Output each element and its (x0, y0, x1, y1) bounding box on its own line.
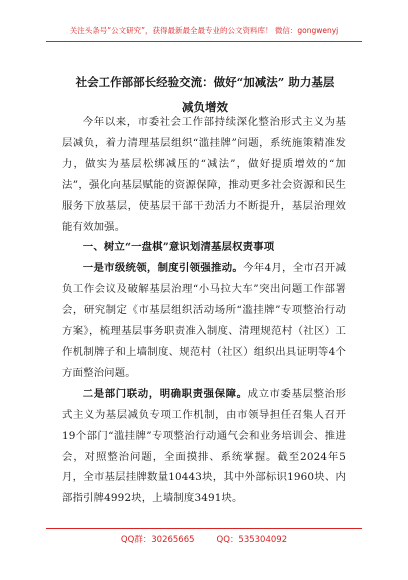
document-body (62, 112, 346, 509)
paragraph-lead: 一是市级统领，制度引领强推动。 (82, 262, 244, 275)
footer-qq-contact: QQ：535304092 (216, 535, 288, 545)
paragraph-text: 今年4月，全市召开减负工作会议及破解基层治理“小马拉大车”突出问题工作部署会，研究制定《市基层组织活动场所“滥挂牌”专项整治行动方案》，梳理基层事务职责准入制度、清理规范村（社区）工作机制牌子和上墙制度、规范村（社区）组织出具证明等4个方面整治问题。 (62, 262, 346, 379)
footer-qq-group: QQ群：30265665 (120, 535, 195, 545)
page-footer (0, 533, 408, 545)
intro-paragraph: 今年以来，市委社会工作部持续深化整治形式主义为基层减负，着力清理基层组织“滥挂牌”问题，系统施策精准发力，做实为基层松绑减压的“减法”，做好提质增效的“加法”，强化向基层赋能的资源保障，推动更多社会资源和民生服务下放基层，使基层干部干劲活力不断提升，基层治理效能有效加强。 (62, 116, 346, 233)
header-divider (46, 41, 362, 42)
body-paragraph (62, 258, 346, 383)
document-title: 社会工作部部长经验交流：做好“加减法” 助力基层减负增效 (75, 75, 335, 114)
page-header-banner: 关注头条号“公文研究”，获得最新最全最专业的公文资料库！ 微信：gongwenyj (69, 26, 339, 35)
paragraph-text: 成立市委基层整治形式主义为基层减负专项工作机制，由市领导担任召集人召开19个部门“滥挂牌”专项整治行动通气会和业务培训会、推进会，对照整治问题，全面摸排、系统掌握。截至2024年5月，全市基层挂牌数量10443块，其中外部标识1960块、内部指引牌4992块，上墙制度3491块。 (62, 387, 346, 505)
section-heading: 一、树立“一盘棋”意识划清基层权责事项 (82, 241, 275, 254)
paragraph-lead: 二是部门联动，明确职责强保障。 (82, 387, 248, 400)
footer-divider (46, 528, 362, 529)
body-paragraph (62, 384, 346, 509)
